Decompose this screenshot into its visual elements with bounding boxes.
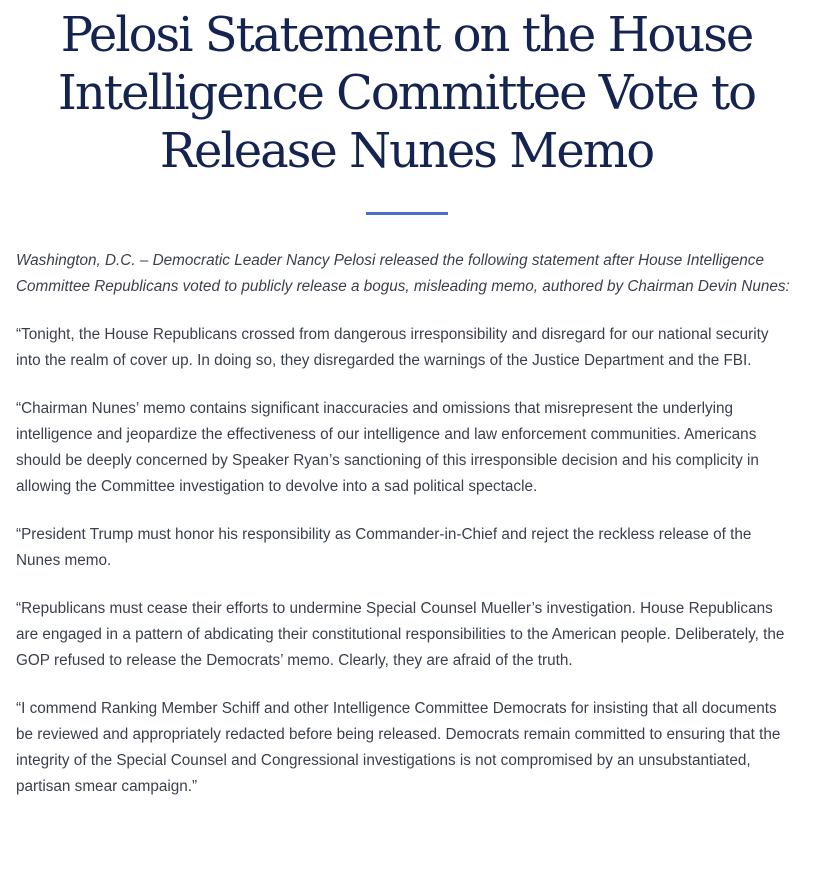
statement-paragraph: “Republicans must cease their efforts to undermine Special Counsel Mueller’s investigation. House Republicans are engaged in a pattern of abdicating their constitutional responsibilities to the American people. Deliberately, the GOP refused to release the Democrats’ memo. Clearly, they are afraid of the truth. <box>16 600 785 669</box>
intro-paragraph: Washington, D.C. – Democratic Leader Nancy Pelosi released the following statement after House Intelligence Committee Republicans voted to publicly release a bogus, misleading memo, authored by Chairman Devin Nunes: <box>16 252 790 295</box>
statement-paragraph: “Chairman Nunes’ memo contains significant inaccuracies and omissions that misrepresent the underlying intelligence and jeopardize the effectiveness of our intelligence and law enforcement communities. Americans should be deeply concerned by Speaker Ryan’s sanctioning of this irresponsible decision and his complicity in allowing the Committee investigation to devolve into a sad political spectacle. <box>16 400 759 495</box>
title-divider <box>366 212 448 215</box>
statement-paragraph: “Tonight, the House Republicans crossed from dangerous irresponsibility and disregard for our national security into the realm of cover up. In doing so, they disregarded the warnings of the Justice Department and the FBI. <box>16 326 769 369</box>
page-title: Pelosi Statement on the House Intelligence Committee Vote to Release Nunes Memo <box>57 7 756 179</box>
article <box>0 6 813 800</box>
statement-paragraph: “President Trump must honor his responsibility as Commander-in-Chief and reject the reckless release of the Nunes memo. <box>16 526 752 569</box>
statement-paragraph: “I commend Ranking Member Schiff and other Intelligence Committee Democrats for insisting that all documents be reviewed and appropriately redacted before being released. Democrats remain committed to ensuring that the integrity of the Special Counsel and Congressional investigations is not compromised by an unsubstantiated, partisan smear campaign.” <box>16 700 781 795</box>
